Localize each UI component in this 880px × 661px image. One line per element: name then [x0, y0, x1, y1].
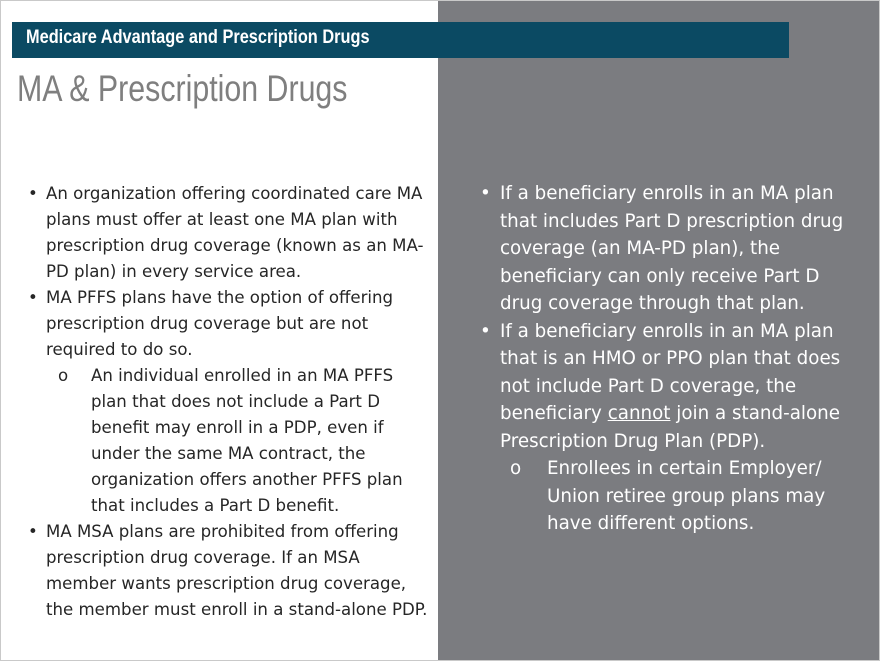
right-bullet-item: [480, 318, 860, 456]
left-bullet-text: An organization offering coordinated care MA plans must offer at least one MA plan with prescription drug coverage (known as an MA-PD plan) in every service area.: [46, 184, 424, 281]
left-bullet-item: [28, 519, 428, 623]
slide-title: MA & Prescription Drugs: [17, 68, 348, 109]
bullet-icon: •: [28, 522, 38, 541]
right-sub-bullet-item: [480, 455, 860, 538]
cannot-emphasis: cannot: [607, 403, 671, 424]
left-bullet-item: [28, 285, 428, 363]
bullet-icon: •: [28, 288, 38, 307]
right-bullet-text-start: If a beneficiary enrolls in an MA plan that is an HMO or PPO plan that does not include Part D coverage, the beneficiary: [500, 320, 841, 424]
left-bullet-item: [28, 181, 428, 285]
bullet-icon: •: [480, 320, 491, 342]
right-sub-bullet-text: Enrollees in certain Employer/ Union retiree group plans may have different options.: [547, 458, 826, 534]
left-sub-bullet-item: [28, 363, 428, 519]
right-bullet-text-end: join a stand-alone Prescription Drug Plan (PDP).: [500, 403, 841, 452]
hollow-bullet-icon: o: [58, 366, 69, 385]
left-bullet-text: MA PFFS plans have the option of offering prescription drug coverage but are not required to do so.: [46, 288, 394, 359]
right-bullet-item: [480, 180, 860, 318]
left-sub-bullet-text: An individual enrolled in an MA PFFS plan that does not include a Part D benefit may enroll in a PDP, even if under the same MA contract, the organization offers another PFFS plan that includes a Part D benefit.: [91, 366, 403, 515]
right-column: [480, 180, 860, 538]
bullet-icon: •: [28, 184, 38, 203]
bullet-icon: •: [480, 183, 491, 204]
hollow-bullet-icon: o: [510, 458, 522, 479]
header-title: Medicare Advantage and Prescription Drugs: [26, 27, 370, 48]
header-bar: [12, 22, 789, 58]
right-bullet-text: If a beneficiary enrolls in an MA plan that includes Part D prescription drug coverage (an MA-PD plan), the beneficiary can only receive Part D drug coverage through that plan.: [500, 183, 844, 314]
left-column: [28, 181, 428, 623]
left-bullet-text: MA MSA plans are prohibited from offering prescription drug coverage. If an MSA member wants prescription drug coverage, the member must enroll in a stand-alone PDP.: [46, 522, 428, 619]
